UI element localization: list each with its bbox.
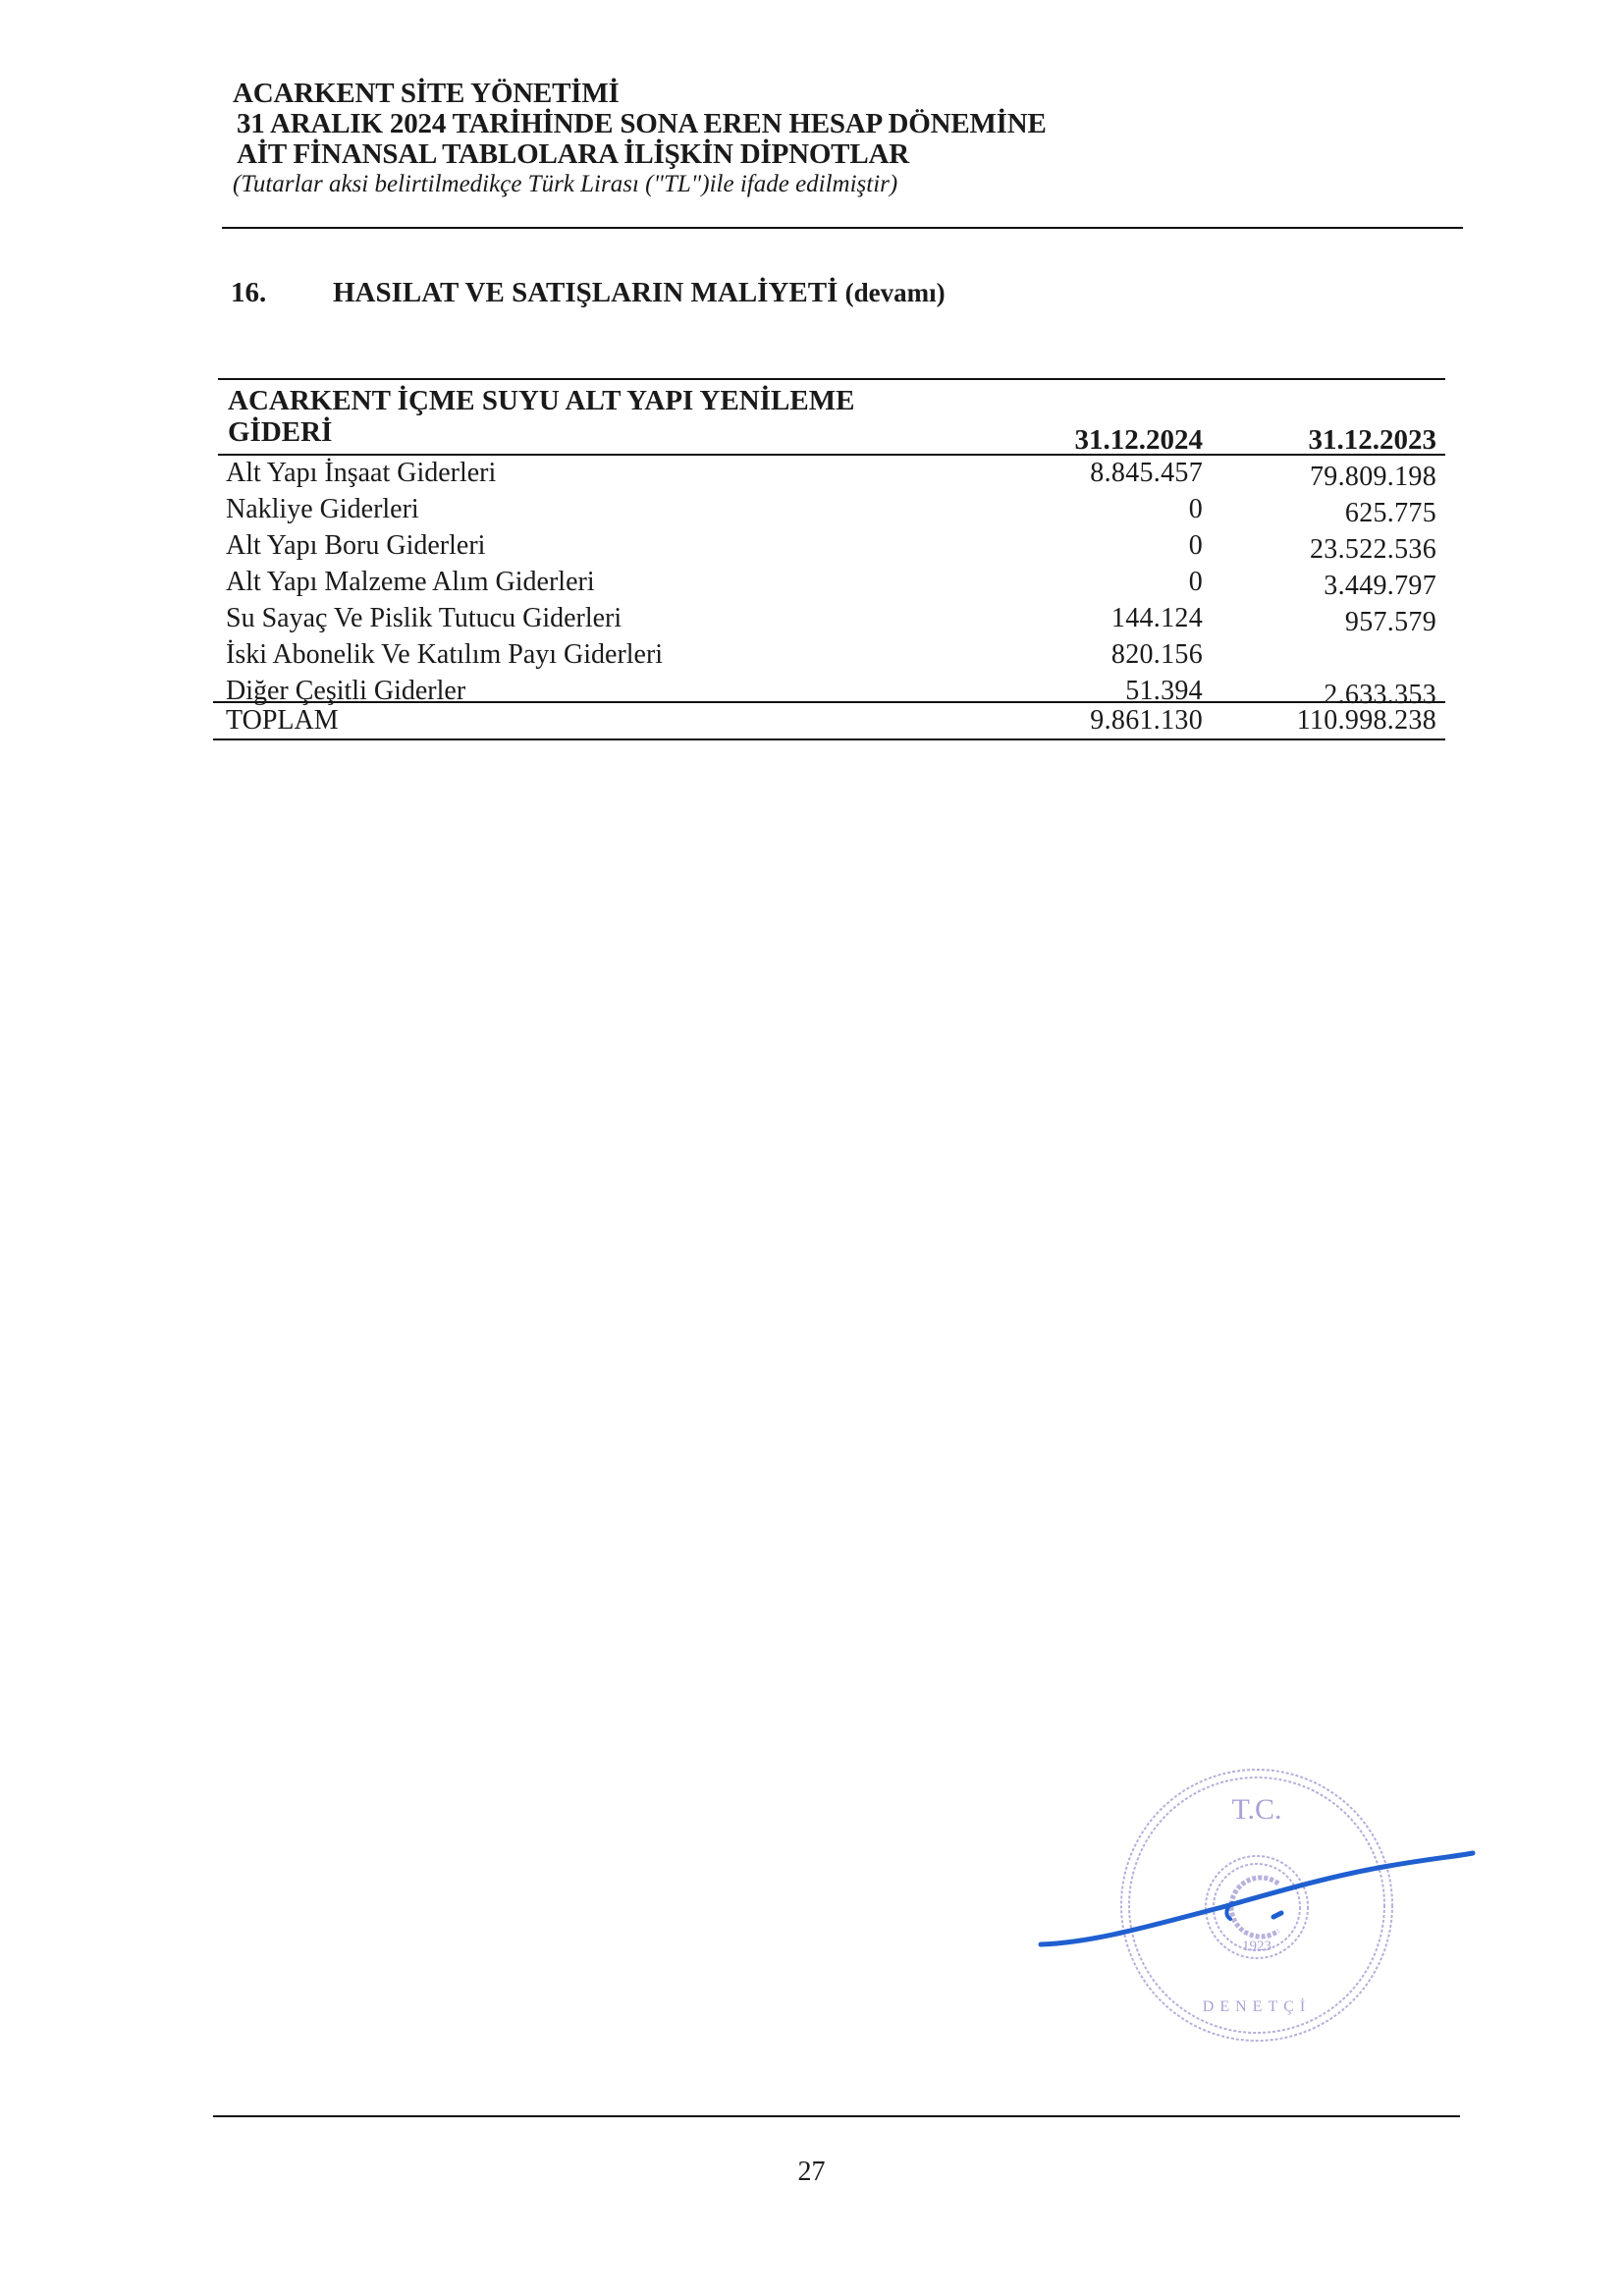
row-label: Alt Yapı İnşaat Giderleri [226, 458, 497, 488]
table-title [228, 385, 854, 448]
row-value-2023: 625.775 [1344, 498, 1436, 528]
table-title-line2: GİDERİ [228, 416, 333, 448]
report-title-line: AİT FİNANSAL TABLOLARA İLİŞKİN DİPNOTLAR [237, 138, 909, 170]
table-total-row [226, 703, 1443, 738]
signature-icon [1036, 1827, 1478, 1964]
row-value-2024: 144.124 [1110, 603, 1203, 633]
row-label: Alt Yapı Boru Giderleri [226, 530, 486, 561]
table-top-rule [218, 378, 1445, 380]
organization-name: ACARKENT SİTE YÖNETİMİ [233, 78, 620, 109]
row-value-2024: 8.845.457 [1090, 458, 1203, 488]
row-label: Nakliye Giderleri [226, 494, 419, 524]
table-row [226, 564, 1443, 600]
row-value-2023: 79.809.198 [1310, 462, 1436, 492]
section-heading [231, 277, 946, 309]
row-value-2024: 0 [1188, 494, 1203, 524]
table-row [226, 455, 1443, 491]
row-value-2024: 820.156 [1110, 639, 1203, 670]
footer-divider [213, 2115, 1460, 2117]
row-value-2024: 51.394 [1125, 676, 1203, 706]
row-value-2024: 0 [1188, 567, 1203, 597]
row-label: Alt Yapı Malzeme Alım Giderleri [226, 567, 595, 597]
table-body [226, 455, 1443, 709]
row-value-2023: 3.449.797 [1324, 571, 1436, 601]
row-value-2023: 2.633.353 [1324, 680, 1436, 710]
header-divider [222, 227, 1463, 229]
column-header-2023: 31.12.2023 [1308, 424, 1436, 456]
section-continued: (devamı) [844, 278, 946, 307]
row-label: İski Abonelik Ve Katılım Payı Giderleri [226, 639, 664, 670]
section-number: 16. [231, 277, 267, 308]
section-title: HASILAT VE SATIŞLARIN MALİYETİ [333, 277, 839, 308]
total-value-2024: 9.861.130 [1090, 705, 1203, 736]
stamp-top-text: T.C. [1231, 1793, 1282, 1826]
page-number: 27 [797, 2157, 826, 2187]
column-header-2024: 31.12.2024 [1074, 424, 1203, 456]
table-row [226, 636, 1443, 673]
table-bottom-rule [213, 738, 1445, 740]
row-value-2024: 0 [1188, 530, 1203, 561]
table-title-line1: ACARKENT İÇME SUYU ALT YAPI YENİLEME [228, 385, 855, 416]
table-row [226, 527, 1443, 564]
table-row [226, 600, 1443, 636]
table-row [226, 491, 1443, 527]
row-value-2023: 23.522.536 [1310, 534, 1436, 565]
stamp-bottom-text: DENETÇİ [1202, 1998, 1312, 2015]
document-header [233, 79, 1047, 199]
row-label: Diğer Çeşitli Giderler [226, 676, 466, 706]
row-value-2023: 957.579 [1344, 607, 1436, 637]
currency-note: (Tutarlar aksi belirtilmedikçe Türk Lirası ("TL")ile ifade edilmiştir) [233, 171, 898, 197]
report-period-line: 31 ARALIK 2024 TARİHİNDE SONA EREN HESAP DÖNEMİNE [237, 108, 1047, 139]
row-label: Su Sayaç Ve Pislik Tutucu Giderleri [226, 603, 622, 633]
stamp-year: 1923 [1242, 1939, 1271, 1954]
total-value-2023: 110.998.238 [1296, 705, 1436, 736]
total-label: TOPLAM [226, 705, 339, 736]
